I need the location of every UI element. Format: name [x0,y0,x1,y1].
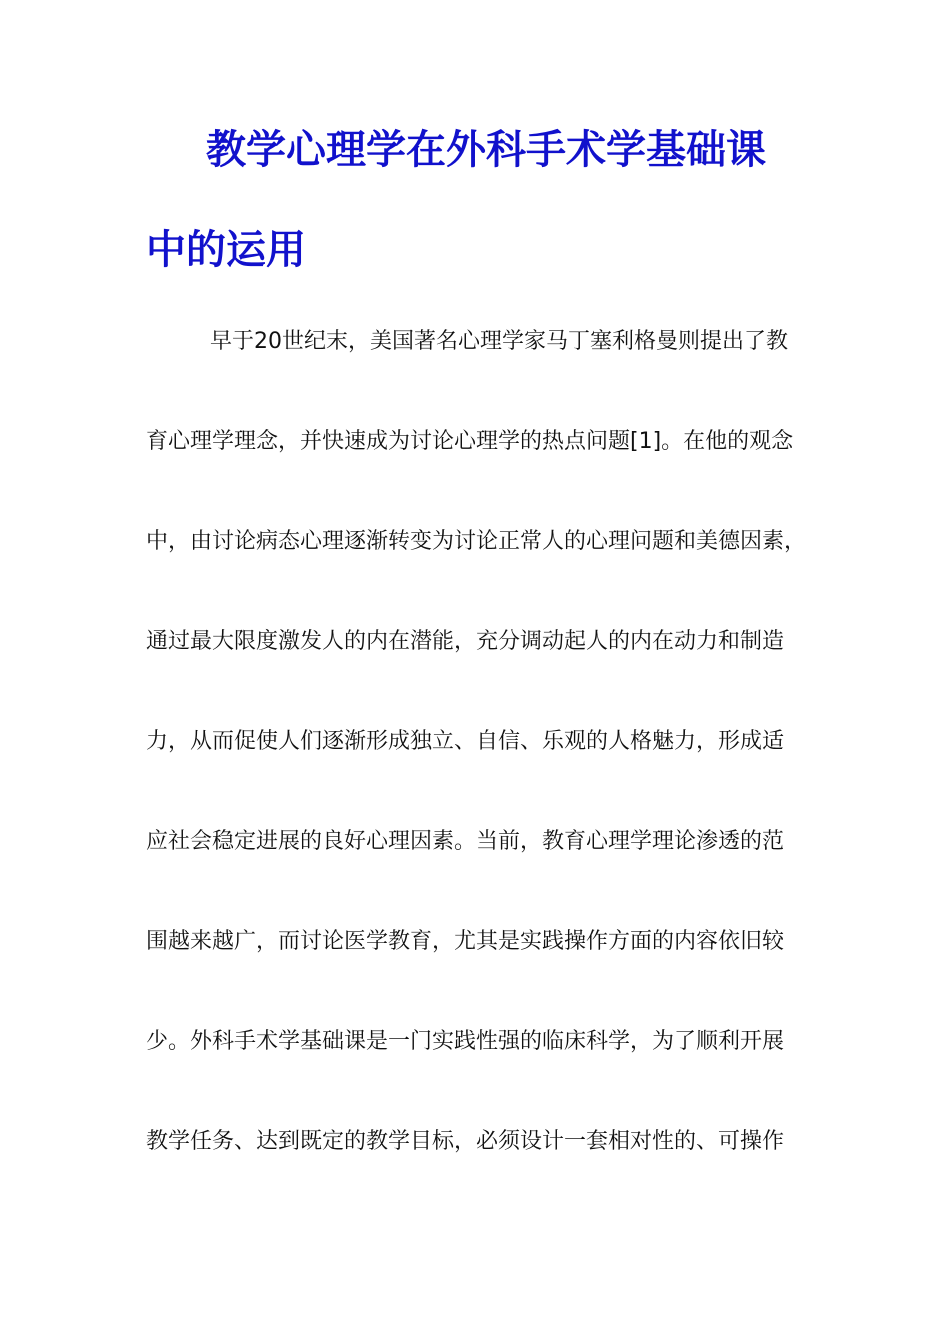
paragraph-line-2: 育心理学理念，并快速成为讨论心理学的热点问题[1]。在他的观念 [146,429,794,454]
paragraph-line-9: 教学任务、达到既定的教学目标，必须设计一套相对性的、可操作 [146,1129,785,1154]
paragraph-line-1: 早于20世纪末，美国著名心理学家马丁塞利格曼则提出了教 [210,329,788,354]
paragraph-line-6: 应社会稳定进展的良好心理因素。当前，教育心理学理论渗透的范 [146,829,785,854]
paragraph-line-7: 围越来越广，而讨论医学教育，尤其是实践操作方面的内容依旧较 [146,929,785,954]
paragraph-line-8: 少。外科手术学基础课是一门实践性强的临床科学，为了顺利开展 [146,1029,785,1054]
paragraph-line-3: 中，由讨论病态心理逐渐转变为讨论正常人的心理问题和美德因素， [146,529,807,554]
paragraph-line-4: 通过最大限度激发人的内在潜能，充分调动起人的内在动力和制造 [146,629,785,654]
document-title-line-1: 教学心理学在外科手术学基础课 [206,127,766,173]
document-title-line-2: 中的运用 [146,227,306,273]
paragraph-line-5: 力，从而促使人们逐渐形成独立、自信、乐观的人格魅力，形成适 [146,729,785,754]
